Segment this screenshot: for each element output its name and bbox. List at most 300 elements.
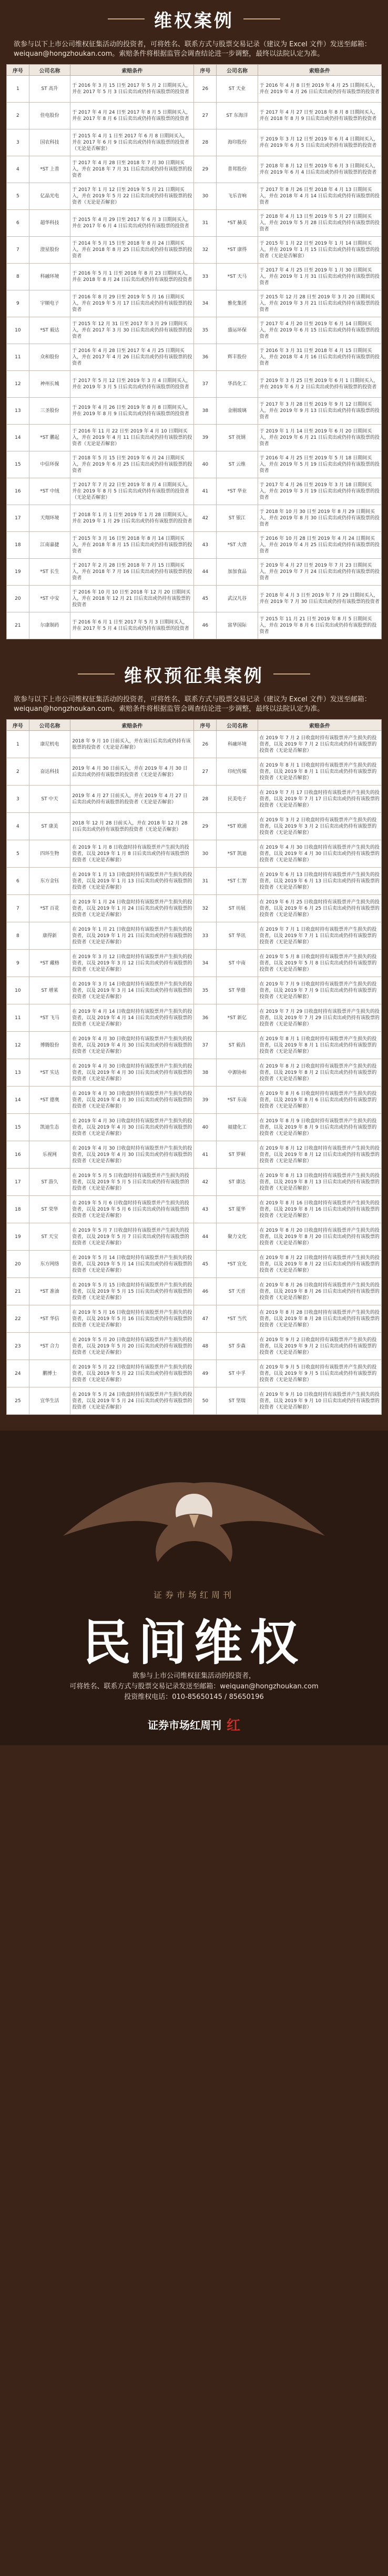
row-number: 30 [194,183,217,210]
row-number: 17 [7,505,29,532]
row-number: 6 [7,210,29,237]
company-name: *ST 华业 [217,478,258,505]
section1-table-box [6,64,382,639]
table-row [7,129,382,156]
table-row [7,612,382,639]
company-name: 加加食品 [217,559,258,586]
row-number: 19 [7,559,29,586]
table-row [7,505,382,532]
company-name: 宜华生活 [29,1387,70,1415]
title-rule-right [243,18,280,19]
company-name: *ST 康得 [217,237,258,264]
table-row [7,1333,382,1360]
claim-condition: 在 2019 年 5 月 16 日收盘时持有该股票并产生损失的投资者，以及 2019 年 5 月 16 日后卖出或仍持有该股票的投资者（无论是否解套） [70,1305,194,1333]
company-name: ST 增莱 [29,977,70,1004]
row-number: 34 [194,290,217,317]
section2-table-box [6,719,382,1415]
company-name: 印纪传媒 [217,758,258,786]
table-row [7,1114,382,1141]
company-name: 凯迪生态 [29,1114,70,1141]
section-gap [0,1415,388,1431]
claim-condition: 在 2019 年 4 月 30 日收盘时持有该股票并产生损失的投资者，以及 2019 年 4 月 30 日后卖出或仍持有该股票的投资者（无论是否解套） [70,1032,194,1059]
row-number: 41 [194,478,217,505]
company-name: *ST 赫美 [217,210,258,237]
footer-line3: 投资维权电话：010-85650145 / 85650196 [124,1693,264,1701]
row-number: 4 [7,156,29,183]
row-number: 14 [7,425,29,451]
row-number: 29 [194,156,217,183]
company-name: ST 东海洋 [217,103,258,129]
claim-condition: 于 2017 年 4 月 25 日至 2019 年 1 月 30 日期间买入，并在 2019 年 1 月 31 日后卖出或仍持有该股票的投资者 [258,264,381,290]
row-number: 29 [194,813,217,840]
company-name: *ST 上普 [29,156,70,183]
claim-condition: 在 2019 年 7 月 2 日收盘时持有该股票并产生损失的投资者，以及 2019 年 7 月 2 日后卖出或仍持有该股票的投资者（无论是否解套） [258,731,381,758]
company-name: ST 荣华 [29,1196,70,1223]
claim-condition: 于 2016 年 4 月 8 日至 2019 年 4 月 25 日期间买入，并在 2019 年 4 月 26 日后卖出或仍持有该股票的投资者 [258,76,381,103]
row-number: 38 [194,398,217,425]
company-name: ST 康美 [29,813,70,840]
col-header: 索赔条件 [70,65,194,76]
company-name: 盛运环保 [217,317,258,344]
row-number: 41 [194,1141,217,1169]
claim-condition: 在 2019 年 5 月 14 日收盘时持有该股票并产生损失的投资者，以及 2019 年 5 月 14 日后卖出或仍持有该股票的投资者（无论是否解套） [70,1251,194,1278]
row-number: 38 [194,1059,217,1086]
company-name: 辉丰股份 [217,344,258,371]
claim-condition: 于 2017 年 1 月 12 日至 2019 年 5 月 21 日期间买入，并在 2019 年 5 月 22 日后卖出或仍持有该股票的投资者（无论是否解套） [70,183,194,210]
pre-collection-table [6,719,382,1415]
col-header: 索赔条件 [258,720,381,731]
company-name: *ST 飞马 [29,1004,70,1032]
col-header: 索赔条件 [258,65,381,76]
row-number: 5 [7,183,29,210]
claim-condition: 在 2019 年 8 月 20 日收盘时持有该股票并产生损失的投资者，以及 2019 年 8 月 20 日后卖出或仍持有该股票的投资者（无论是否解套） [258,1223,381,1251]
section1-intro: 欲参与以下上市公司维权征集活动的投资者，可将姓名、联系方式与股票交易记录（建议为 Excel 文件）发送至邮箱：weiquan@hongzhoukan.com。索赔条件将根据监管会调查结论进一步调整，最终以法院认定为准。 [14,41,371,58]
section2-header [0,655,388,693]
row-number: 2 [7,758,29,786]
claim-condition: 于 2018 年 1 月 1 日至 2019 年 1 月 28 日期间买入，并在 2019 年 1 月 29 日后卖出或仍持有该股票的投资者 [70,505,194,532]
row-number: 9 [7,290,29,317]
table-row [7,1196,382,1223]
claim-condition: 在 2019 年 4 月 30 日收盘时持有该股票并产生损失的投资者，以及 2019 年 4 月 30 日后卖出或仍持有该股票的投资者（无论是否解套） [70,1141,194,1169]
row-number: 45 [194,586,217,612]
table-row [7,1059,382,1086]
company-name: 雅化集团 [217,290,258,317]
claim-condition: 于 2015 年 12 月 28 日至 2019 年 3 月 20 日期间买入，并在 2019 年 3 月 21 日后卖出或仍持有该股票的投资者 [258,290,381,317]
company-name: ST 银江 [217,505,258,532]
claim-condition: 于 2018 年 4 月 13 日至 2019 年 5 月 27 日期间买入，并在 2019 年 5 月 28 日后卖出或仍持有该股票的投资者 [258,210,381,237]
row-number: 28 [194,786,217,813]
row-number: 36 [194,344,217,371]
company-name: 普邦股份 [217,156,258,183]
row-number: 10 [7,317,29,344]
table-row [7,76,382,103]
table-row [7,451,382,478]
company-name: ST 步森 [217,1333,258,1360]
table-row [7,786,382,813]
company-name: ST 抚钢 [217,425,258,451]
claim-condition: 在 2019 年 7 月 17 日收盘时持有该股票并产生损失的投资者，以及 2019 年 7 月 17 日后卖出或仍持有该股票的投资者（无论是否解套） [258,786,381,813]
claim-condition: 于 2016 年 11 月 22 日至 2019 年 4 月 10 日期间买入，并在 2019 年 4 月 11 日后卖出或仍持有该股票的投资者（无论是否解套） [70,425,194,451]
company-name: *ST 准油 [29,1278,70,1305]
claim-condition: 在 2019 年 8 月 1 日收盘时持有该股票并产生损失的投资者，以及 2019 年 8 月 1 日后卖出或仍持有该股票的投资者（无论是否解套） [258,1032,381,1059]
company-name: ST 华鼎 [217,977,258,1004]
company-name: ST 云维 [217,451,258,478]
table-row [7,478,382,505]
company-name: 澄星股份 [29,237,70,264]
row-number: 46 [194,612,217,639]
claim-condition: 于 2015 年 3 月 16 日至 2018 年 8 月 14 日期间买入，并在 2018 年 8 月 15 日后卖出或仍持有该股票的投资者 [70,532,194,559]
company-name: 神州长城 [29,371,70,398]
row-number: 21 [7,1278,29,1305]
row-number: 11 [7,1004,29,1032]
claim-condition: 在 2019 年 7 月 9 日收盘时持有该股票并产生损失的投资者，以及 2019 年 7 月 9 日后卖出或仍持有该股票的投资者（无论是否解套） [258,977,381,1004]
row-number: 18 [7,1196,29,1223]
claim-condition: 于 2015 年 4 月 29 日至 2017 年 6 月 3 日期间买入，并在 2017 年 6 月 4 日后卖出或仍持有该股票的投资者 [70,210,194,237]
claim-condition: 在 2019 年 6 月 25 日收盘时持有该股票并产生损失的投资者，以及 2019 年 6 月 25 日后卖出或仍持有该股票的投资者（无论是否解套） [258,895,381,922]
claim-condition: 在 2019 年 8 月 13 日收盘时持有该股票并产生损失的投资者，以及 2019 年 8 月 13 日后卖出或仍持有该股票的投资者（无论是否解套） [258,1169,381,1196]
company-name: 乐视网 [29,1141,70,1169]
col-header: 公司名称 [29,65,70,76]
claim-condition: 2019 年 4 月 27 日前买入，并在 2019 年 4 月 27 日后卖出或仍持有该股票的投资者（无论是否解套） [70,786,194,813]
row-number: 37 [194,1032,217,1059]
row-number: 20 [7,586,29,612]
company-name: 康得新 [29,922,70,950]
row-number: 8 [7,922,29,950]
table-row [7,1169,382,1196]
row-number: 26 [194,76,217,103]
row-number: 47 [194,1305,217,1333]
row-number: 8 [7,264,29,290]
row-number: 12 [7,1032,29,1059]
row-number: 36 [194,1004,217,1032]
row-number: 32 [194,237,217,264]
claim-condition: 于 2018 年 4 月 3 日至 2019 年 7 月 29 日期间买入，并在 2019 年 7 月 30 日后卖出或仍持有该股票的投资者 [258,586,381,612]
claim-condition: 在 2019 年 5 月 6 日收盘时持有该股票并产生损失的投资者，以及 2019 年 5 月 6 日后卖出或仍持有该股票的投资者（无论是否解套） [70,1196,194,1223]
table-header-row [7,720,382,731]
claim-condition: 于 2019 年 1 月 14 日至 2019 年 6 月 20 日期间买入，并在 2019 年 6 月 21 日后卖出或仍持有该股票的投资者 [258,425,381,451]
claim-condition: 在 2019 年 3 月 14 日收盘时持有该股票并产生损失的投资者，以及 2019 年 3 月 14 日后卖出或仍持有该股票的投资者（无论是否解套） [70,977,194,1004]
table-row [7,1360,382,1387]
company-name: ST 游久 [29,1169,70,1196]
footer-line2: 可将姓名、联系方式与股票交易记录发送至邮箱：weiquan@hongzhoukan.com [69,1683,319,1690]
company-name: 富华国际 [217,612,258,639]
table-row [7,1251,382,1278]
company-name: 鹏博士 [29,1360,70,1387]
row-number: 1 [7,731,29,758]
row-number: 12 [7,371,29,398]
table-row [7,317,382,344]
company-name: *ST 毅达 [29,317,70,344]
table-row [7,1086,382,1114]
row-number: 25 [7,1387,29,1415]
table-row [7,103,382,129]
table-row [7,237,382,264]
row-number: 37 [194,371,217,398]
row-number: 11 [7,344,29,371]
company-name: 科融环境 [29,264,70,290]
row-number: 39 [194,425,217,451]
company-name: *ST 长生 [29,559,70,586]
claim-condition: 于 2018 年 5 月 15 日至 2019 年 6 月 24 日期间买入，并在 2019 年 6 月 25 日后卖出或仍持有该股票的投资者 [70,451,194,478]
company-name: 海印股份 [217,129,258,156]
claim-condition: 于 2015 年 1 月 22 日至 2019 年 1 月 14 日期间买入，并在 2019 年 1 月 15 日后卖出或仍持有该股票的投资者（无论是否解套） [258,237,381,264]
row-number: 49 [194,1360,217,1387]
claim-condition: 在 2019 年 3 月 12 日收盘时持有该股票并产生损失的投资者，以及 2019 年 3 月 12 日后卖出或仍持有该股票的投资者（无论是否解套） [70,950,194,977]
col-header: 序号 [194,720,217,731]
claim-condition: 在 2019 年 4 月 30 日收盘时持有该股票并产生损失的投资者，以及 2019 年 4 月 30 日后卖出或仍持有该股票的投资者（无论是否解套） [70,1086,194,1114]
row-number: 3 [7,786,29,813]
company-name: *ST 中绒 [29,478,70,505]
company-name: ST 天宝 [29,1223,70,1251]
claim-condition: 在 2019 年 5 月 22 日收盘时持有该股票并产生损失的投资者，以及 2019 年 5 月 22 日后卖出或仍持有该股票的投资者（无论是否解套） [70,1360,194,1387]
company-name: *ST 凯迪 [217,840,258,868]
company-name: 三圣股份 [29,398,70,425]
company-name: 东方金钰 [29,868,70,895]
row-number: 35 [194,317,217,344]
section2-title: 维权预征集案例 [124,665,264,687]
row-number: 32 [194,895,217,922]
company-name: *ST 宜化 [217,1251,258,1278]
claim-condition: 在 2019 年 5 月 20 日收盘时持有该股票并产生损失的投资者，以及 2019 年 5 月 20 日后卖出或仍持有该股票的投资者（无论是否解套） [70,1333,194,1360]
row-number: 35 [194,977,217,1004]
table-row [7,1223,382,1251]
claim-condition: 于 2017 年 4 月 20 日至 2019 年 6 月 14 日期间买入，并在 2019 年 6 月 15 日后卖出或仍持有该股票的投资者 [258,317,381,344]
row-number: 13 [7,398,29,425]
table-row [7,1004,382,1032]
row-number: 2 [7,103,29,129]
company-name: *ST 中安 [29,586,70,612]
footer-brand [0,1715,388,1734]
claim-condition: 在 2019 年 7 月 29 日收盘时持有该股票并产生损失的投资者，以及 2019 年 7 月 29 日后卖出或仍持有该股票的投资者（无论是否解套） [258,1004,381,1032]
company-name: *ST 欧浦 [217,813,258,840]
company-name: ST 中孚 [217,1360,258,1387]
company-name: ST 天业 [217,76,258,103]
table-row [7,1141,382,1169]
table-row [7,532,382,559]
claim-condition: 在 2019 年 9 月 2 日收盘时持有该股票并产生损失的投资者，以及 2019 年 9 月 2 日后卖出或仍持有该股票的投资者（无论是否解套） [258,1333,381,1360]
company-name: ST 天首 [217,1278,258,1305]
footer-banner [0,1431,388,1745]
table-row [7,895,382,922]
row-number: 17 [7,1169,29,1196]
row-number: 44 [194,559,217,586]
company-name: 奋达科技 [29,758,70,786]
claim-condition: 于 2017 年 2 月 28 日至 2018 年 7 月 15 日期间买入，并在 2018 年 7 月 16 日后卖出或仍持有该股票的投资者 [70,559,194,586]
row-number: 4 [7,813,29,840]
company-name: 博腾股份 [29,1032,70,1059]
company-name: 四环生物 [29,840,70,868]
claim-condition: 在 2019 年 4 月 30 日收盘时持有该股票并产生损失的投资者，以及 2019 年 4 月 30 日后卖出或仍持有该股票的投资者（无论是否解套） [70,1114,194,1141]
table-row [7,1032,382,1059]
row-number: 31 [194,868,217,895]
row-number: 26 [194,731,217,758]
company-name: ST 康达 [217,1169,258,1196]
company-name: 康尼机电 [29,731,70,758]
claim-condition: 在 2019 年 8 月 16 日收盘时持有该股票并产生损失的投资者，以及 2019 年 8 月 16 日后卖出或仍持有该股票的投资者（无论是否解套） [258,1196,381,1223]
row-number: 50 [194,1387,217,1415]
company-name: 国农科技 [29,129,70,156]
row-number: 7 [7,895,29,922]
rights-cases-table [6,64,382,639]
claim-condition: 于 2017 年 5 月 12 日至 2019 年 3 月 4 日期间买入，并在 2019 年 3 月 5 日后卖出或仍持有该股票的投资者 [70,371,194,398]
company-name: *ST 藏格 [29,950,70,977]
company-name: 东方网络 [29,1251,70,1278]
claim-condition: 于 2016 年 6 月 1 日至 2017 年 5 月 3 日期间买入，并在 2017 年 5 月 4 日后卖出或仍持有该股票的投资者 [70,612,194,639]
row-number: 14 [7,1086,29,1114]
claim-condition: 于 2017 年 4 月 27 日至 2018 年 8 月 8 日期间买入，并在 2018 年 8 月 9 日后卖出或仍持有该股票的投资者 [258,103,381,129]
col-header: 序号 [194,65,217,76]
company-name: ST 罗顿 [217,1141,258,1169]
claim-condition: 于 2017 年 7 月 22 日至 2019 年 8 月 4 日期间买入，并在 2019 年 8 月 5 日后卖出或仍持有该股票的投资者（无论是否解套） [70,478,194,505]
table-row [7,922,382,950]
claim-condition: 于 2019 年 3 月 12 日至 2019 年 6 月 4 日期间买入，并在 2019 年 6 月 5 日后卖出或仍持有该股票的投资者 [258,129,381,156]
claim-condition: 在 2019 年 4 月 30 日收盘时持有该股票并产生损失的投资者，以及 2019 年 4 月 30 日后卖出或仍持有该股票的投资者（无论是否解套） [258,840,381,868]
col-header: 索赔条件 [70,720,194,731]
company-name: *ST 仁智 [217,868,258,895]
claim-condition: 于 2016 年 10 月 10 日至 2018 年 12 月 20 日期间买入，并在 2018 年 12 月 21 日后卖出或仍持有该股票的投资者 [70,586,194,612]
row-number: 28 [194,129,217,156]
table-row [7,156,382,183]
table-row [7,344,382,371]
row-number: 24 [7,1360,29,1387]
table-row [7,371,382,398]
company-name: *ST 大唐 [217,532,258,559]
col-header: 公司名称 [29,720,70,731]
claim-condition: 在 2019 年 8 月 1 日收盘时持有该股票并产生损失的投资者，以及 2019 年 8 月 1 日后卖出或仍持有该股票的投资者（无论是否解套） [258,758,381,786]
company-name: 亿晶光电 [29,183,70,210]
claim-condition: 于 2017 年 8 月 26 日至 2018 年 4 月 13 日期间买入，并在 2018 年 4 月 14 日后卖出或仍持有该股票的投资者 [258,183,381,210]
eagle-icon [0,1462,388,1578]
claim-condition: 在 2019 年 1 月 13 日收盘时持有该股票并产生损失的投资者，以及 2019 年 1 月 13 日后卖出或仍持有该股票的投资者（无论是否解套） [70,868,194,895]
claim-condition: 在 2019 年 5 月 8 日收盘时持有该股票并产生损失的投资者，以及 2019 年 5 月 8 日后卖出或仍持有该股票的投资者（无论是否解套） [258,950,381,977]
table-row [7,950,382,977]
claim-condition: 在 2019 年 7 月 1 日收盘时持有该股票并产生损失的投资者，以及 2019 年 7 月 1 日后卖出或仍持有该股票的投资者（无论是否解套） [258,922,381,950]
company-name: *ST 德奥 [29,1086,70,1114]
brand-name: 证券市场红周刊 [147,1719,221,1732]
row-number: 10 [7,977,29,1004]
table-row [7,758,382,786]
table-row [7,210,382,237]
claim-condition: 在 2019 年 9 月 5 日收盘时持有该股票并产生损失的投资者，以及 2019 年 9 月 5 日后卖出或仍持有该股票的投资者（无论是否解套） [258,1360,381,1387]
company-name: *ST 百花 [29,895,70,922]
row-number: 7 [7,237,29,264]
row-number: 16 [7,1141,29,1169]
claim-condition: 于 2018 年 10 月 30 日至 2019 年 8 月 29 日期间买入，并在 2019 年 8 月 30 日后卖出或仍持有该股票的投资者 [258,505,381,532]
claim-condition: 于 2017 年 3 月 28 日至 2019 年 9 月 12 日期间买入，并在 2019 年 9 月 13 日后卖出或仍持有该股票的投资者 [258,398,381,425]
company-name: *ST 天马 [217,264,258,290]
row-number: 3 [7,129,29,156]
row-number: 42 [194,1169,217,1196]
claim-condition: 在 2019 年 1 月 8 日收盘时持有该股票并产生损失的投资者，以及 2019 年 1 月 8 日后卖出或仍持有该股票的投资者（无论是否解套） [70,840,194,868]
claim-condition: 在 2019 年 4 月 30 日收盘时持有该股票并产生损失的投资者，以及 2019 年 4 月 30 日后卖出或仍持有该股票的投资者（无论是否解套） [70,1059,194,1086]
claim-condition: 在 2019 年 8 月 9 日收盘时持有该股票并产生损失的投资者，以及 2019 年 8 月 9 日后卖出或仍持有该股票的投资者（无论是否解套） [258,1114,381,1141]
row-number: 33 [194,264,217,290]
company-name: 金刚玻璃 [217,398,258,425]
table-row [7,183,382,210]
table-row [7,813,382,840]
table-row [7,1387,382,1415]
row-number: 45 [194,1251,217,1278]
claim-condition: 在 2019 年 5 月 7 日收盘时持有该股票并产生损失的投资者，以及 2019 年 5 月 7 日后卖出或仍持有该股票的投资者（无论是否解套） [70,1223,194,1251]
claim-condition: 于 2015 年 4 月 1 日至 2017 年 6 月 8 日期间买入，并在 2017 年 6 月 9 日后卖出或仍持有该股票的投资者（无论是否解套） [70,129,194,156]
row-number: 6 [7,868,29,895]
row-number: 15 [7,1114,29,1141]
table-row [7,290,382,317]
section1-title: 维权案例 [154,10,234,32]
col-header: 公司名称 [217,720,258,731]
footer-title: 民间维权 [82,1614,305,1671]
claim-condition: 在 2019 年 8 月 12 日收盘时持有该股票并产生损失的投资者，以及 2019 年 8 月 12 日后卖出或仍持有该股票的投资者（无论是否解套） [258,1141,381,1169]
claim-condition: 于 2019 年 3 月 25 日至 2019 年 6 月 1 日期间买入，并在 2019 年 6 月 2 日后卖出或仍持有该股票的投资者 [258,371,381,398]
claim-condition: 于 2017 年 4 月 24 日至 2017 年 8 月 5 日期间买入，并在 2017 年 8 月 6 日后卖出或仍持有该股票的投资者 [70,103,194,129]
row-number: 39 [194,1086,217,1114]
table-row [7,868,382,895]
claim-condition: 于 2016 年 5 月 1 日至 2018 年 8 月 23 日期间买入，并在 2018 年 8 月 24 日后卖出或仍持有该股票的投资者 [70,264,194,290]
section-gap [0,639,388,655]
claim-condition: 在 2019 年 1 月 24 日收盘时持有该股票并产生损失的投资者，以及 2019 年 1 月 24 日后卖出或仍持有该股票的投资者（无论是否解套） [70,895,194,922]
company-name: *ST 当代 [217,1305,258,1333]
table-row [7,398,382,425]
brand-mark: 红 [226,1718,240,1734]
claim-condition: 2018 年 12 月 28 日前买入，并在 2018 年 12 月 28 日后卖出或仍持有该股票的投资者（无论是否解套） [70,813,194,840]
table-row [7,1305,382,1333]
col-header: 序号 [7,720,29,731]
title-rule-left [108,18,145,19]
claim-condition: 在 2019 年 8 月 22 日收盘时持有该股票并产生损失的投资者，以及 2019 年 8 月 22 日后卖出或仍持有该股票的投资者（无论是否解套） [258,1251,381,1278]
row-number: 48 [194,1333,217,1360]
footer-line1: 欲参与上市公司维权征集活动的投资者， [132,1672,256,1680]
table-row [7,840,382,868]
claim-condition: 在 2019 年 8 月 28 日收盘时持有该股票并产生损失的投资者，以及 2019 年 8 月 28 日后卖出或仍持有该股票的投资者（无论是否解套） [258,1305,381,1333]
footer-tagline: 证券市场红周刊 [153,1590,234,1600]
claim-condition: 在 2019 年 5 月 5 日收盘时持有该股票并产生损失的投资者，以及 2019 年 5 月 5 日后卖出或仍持有该股票的投资者（无论是否解套） [70,1169,194,1196]
company-name: ST 坚瑞 [217,1387,258,1415]
claim-condition: 2018 年 9 月 10 日前买入，并在该日后卖出或仍持有该股票的投资者（无论是否解套） [70,731,194,758]
claim-condition: 在 2019 年 5 月 15 日收盘时持有该股票并产生损失的投资者，以及 2019 年 5 月 15 日后卖出或仍持有该股票的投资者（无论是否解套） [70,1278,194,1305]
claim-condition: 在 2019 年 9 月 10 日收盘时持有该股票并产生损失的投资者，以及 2019 年 9 月 10 日后卖出或仍持有该股票的投资者（无论是否解套） [258,1387,381,1415]
row-number: 15 [7,451,29,478]
row-number: 16 [7,478,29,505]
table-row [7,977,382,1004]
company-name: *ST 实达 [29,1059,70,1086]
table-row [7,586,382,612]
company-name: 宇顺电子 [29,290,70,317]
row-number: 18 [7,532,29,559]
company-name: 尔康制药 [29,612,70,639]
company-name: 民美电子 [217,786,258,813]
company-name: 超华科技 [29,210,70,237]
col-header: 公司名称 [217,65,258,76]
company-name: 佳电股份 [29,103,70,129]
company-name: 中信环保 [29,451,70,478]
section2-intro: 欲参与以下上市公司维权征集活动的投资者，可将姓名、联系方式与股票交易记录（建议为 Excel 文件）发送至邮箱：weiquan@hongzhoukan.com。索赔条件将根据监管会调查结论进一步调整，最终以法院认定为准。 [14,696,371,713]
claim-condition: 在 2019 年 8 月 6 日收盘时持有该股票并产生损失的投资者，以及 2019 年 8 月 6 日后卖出或仍持有该股票的投资者（无论是否解套） [258,1086,381,1114]
claim-condition: 于 2019 年 4 月 26 日至 2019 年 8 月 8 日期间买入，并在 2019 年 8 月 9 日后卖出或仍持有该股票的投资者 [70,398,194,425]
claim-condition: 于 2015 年 12 月 31 日至 2017 年 3 月 29 日期间买入，并在 2017 年 3 月 30 日后卖出或仍持有该股票的投资者 [70,317,194,344]
claim-condition: 在 2019 年 5 月 24 日收盘时持有该股票并产生损失的投资者，以及 2019 年 5 月 24 日后卖出或仍持有该股票的投资者（无论是否解套） [70,1387,194,1415]
table-row [7,559,382,586]
claim-condition: 在 2019 年 4 月 14 日收盘时持有该股票并产生损失的投资者，以及 2019 年 4 月 14 日后卖出或仍持有该股票的投资者（无论是否解套） [70,1004,194,1032]
company-name: 天翔环境 [29,505,70,532]
row-number: 23 [7,1333,29,1360]
company-name: *ST 东南 [217,1086,258,1114]
row-number: 40 [194,1114,217,1141]
row-number: 27 [194,103,217,129]
company-name: 华昌化工 [217,371,258,398]
claim-condition: 在 2019 年 1 月 21 日收盘时持有该股票并产生损失的投资者，以及 2019 年 1 月 21 日后卖出或仍持有该股票的投资者（无论是否解套） [70,922,194,950]
claim-condition: 于 2017 年 4 月 26 日至 2019 年 3 月 18 日期间买入，并在 2019 年 3 月 19 日后卖出或仍持有该股票的投资者 [258,478,381,505]
row-number: 40 [194,451,217,478]
